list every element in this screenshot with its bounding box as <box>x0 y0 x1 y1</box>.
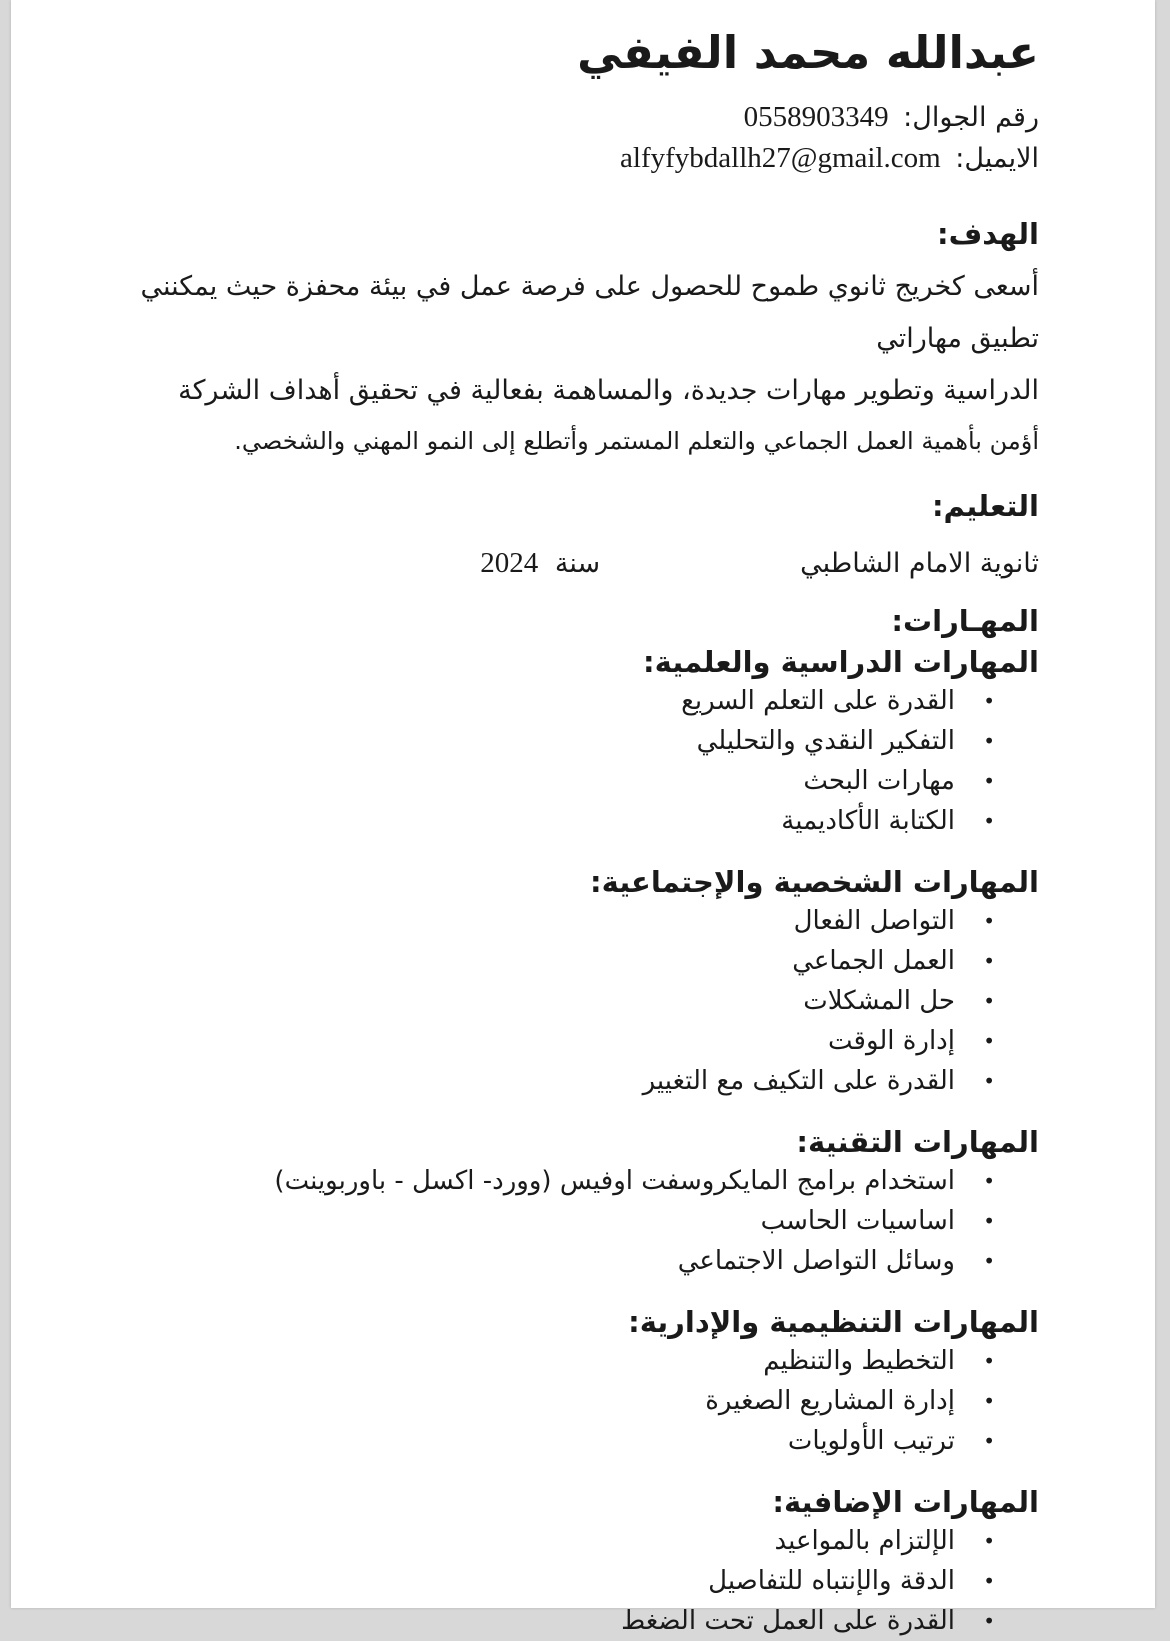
skill-item-label: القدرة على التكيف مع التغيير <box>642 1066 955 1096</box>
skill-item <box>111 801 1039 841</box>
bullet-icon: • <box>983 1429 995 1453</box>
email-label: الايميل: <box>955 143 1039 174</box>
objective-line: أسعى كخريج ثانوي طموح للحصول على فرصة عمل في بيئة محفزة حيث يمكنني تطبيق مهاراتي <box>140 271 1039 354</box>
bullet-icon: • <box>983 1249 995 1273</box>
skills-groups <box>111 643 1039 1641</box>
education-heading: التعليم: <box>931 489 1039 523</box>
skill-item-label: التواصل الفعال <box>793 906 955 936</box>
skill-item-label: حل المشكلات <box>803 986 955 1016</box>
skill-item-label: اساسيات الحاسب <box>760 1206 955 1236</box>
graduation-year <box>480 543 600 584</box>
bullet-icon: • <box>983 729 995 753</box>
bullet-icon: • <box>983 1209 995 1233</box>
skill-item-label: إدارة المشاريع الصغيرة <box>705 1386 955 1416</box>
skill-item-label: القدرة على التعلم السريع <box>681 686 955 716</box>
phone-value: 0558903349 <box>743 101 889 133</box>
bullet-icon: • <box>983 1569 995 1593</box>
phone-label: رقم الجوال: <box>903 102 1039 133</box>
skill-item-label: العمل الجماعي <box>792 946 955 976</box>
skill-item <box>111 1061 1039 1101</box>
skill-item <box>111 1421 1039 1461</box>
skill-item-label: التفكير النقدي والتحليلي <box>696 726 955 756</box>
bullet-icon: • <box>983 1609 995 1633</box>
skill-item-label: ترتيب الأولويات <box>787 1426 955 1456</box>
skill-item-label: الإلتزام بالمواعيد <box>774 1526 955 1556</box>
skills-group-title: المهارات التنظيمية والإدارية: <box>628 1305 1039 1339</box>
skill-item <box>111 1381 1039 1421</box>
skill-item <box>111 1201 1039 1241</box>
bullet-icon: • <box>983 1169 995 1193</box>
skill-item <box>111 681 1039 721</box>
skills-group-title: المهارات الإضافية: <box>772 1485 1039 1519</box>
resume-content <box>11 0 1155 1641</box>
skills-group <box>111 1303 1039 1461</box>
skill-item-label: مهارات البحث <box>803 766 955 796</box>
skill-item <box>111 1021 1039 1061</box>
skill-item-label: الدقة والإنتباه للتفاصيل <box>708 1566 955 1596</box>
bullet-icon: • <box>983 909 995 933</box>
year-word: سنة <box>554 548 601 579</box>
skills-group-title: المهارات التقنية: <box>796 1125 1039 1159</box>
bullet-icon: • <box>983 1349 995 1373</box>
skill-item-label: إدارة الوقت <box>827 1026 955 1056</box>
skill-item <box>111 1561 1039 1601</box>
skill-item <box>111 1601 1039 1641</box>
person-name: عبدالله محمد الفيفي <box>577 26 1039 79</box>
objective-line: الدراسية وتطوير مهارات جديدة، والمساهمة بفعالية في تحقيق أهداف الشركة <box>178 375 1039 406</box>
skill-item <box>111 941 1039 981</box>
education-entry <box>111 543 1039 584</box>
skill-item-label: استخدام برامج المايكروسفت اوفيس (وورد- اكسل - باوربوينت) <box>274 1166 955 1196</box>
skills-group-title: المهارات الدراسية والعلمية: <box>643 645 1039 679</box>
bullet-icon: • <box>983 1389 995 1413</box>
phone-line <box>111 97 1039 138</box>
skills-group <box>111 643 1039 841</box>
bullet-icon: • <box>983 689 995 713</box>
bullet-icon: • <box>983 809 995 833</box>
skill-item-label: التخطيط والتنظيم <box>763 1346 955 1376</box>
skills-group <box>111 1123 1039 1281</box>
email-line <box>111 138 1039 179</box>
skill-item <box>111 1341 1039 1381</box>
year-value: 2024 <box>480 547 539 579</box>
skill-item-label: وسائل التواصل الاجتماعي <box>677 1246 955 1276</box>
skill-item <box>111 1161 1039 1201</box>
skill-item <box>111 1521 1039 1561</box>
skill-item-label: الكتابة الأكاديمية <box>781 806 955 836</box>
school-name: ثانوية الامام الشاطبي <box>800 548 1039 579</box>
skill-item <box>111 901 1039 941</box>
bullet-icon: • <box>983 1529 995 1553</box>
email-value: alfyfybdallh27@gmail.com <box>620 142 941 174</box>
objective-heading: الهدف: <box>936 217 1039 251</box>
skills-group <box>111 1483 1039 1641</box>
skills-heading: المهـارات: <box>891 604 1039 638</box>
skill-item <box>111 1241 1039 1281</box>
bullet-icon: • <box>983 769 995 793</box>
skill-item <box>111 721 1039 761</box>
resume-page <box>11 0 1155 1636</box>
bullet-icon: • <box>983 1029 995 1053</box>
bullet-icon: • <box>983 949 995 973</box>
objective-text <box>111 261 1039 465</box>
skill-item <box>111 761 1039 801</box>
bullet-icon: • <box>983 1069 995 1093</box>
objective-line: أؤمن بأهمية العمل الجماعي والتعلم المستمر وأتطلع إلى النمو المهني والشخصي. <box>234 427 1039 455</box>
bullet-icon: • <box>983 989 995 1013</box>
skills-group-title: المهارات الشخصية والإجتماعية: <box>590 865 1039 899</box>
contact-info <box>111 97 1039 179</box>
skill-item-label: القدرة على العمل تحت الضغط <box>621 1606 955 1636</box>
skills-group <box>111 863 1039 1101</box>
skill-item <box>111 981 1039 1021</box>
